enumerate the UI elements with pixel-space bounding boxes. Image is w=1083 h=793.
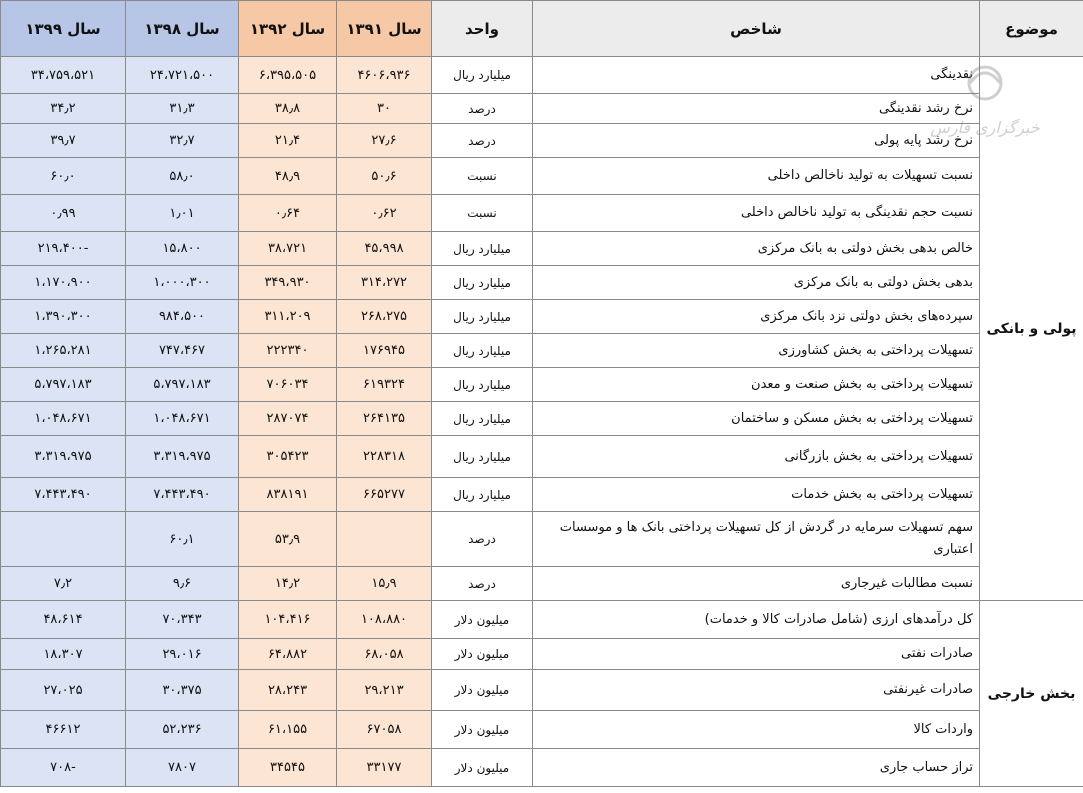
value-1391-cell: ۶۶۵۲۷۷ bbox=[337, 478, 432, 512]
table-row bbox=[1, 94, 1083, 124]
value-1398-cell: ۷۴۷،۴۶۷ bbox=[126, 334, 239, 368]
value-1398-cell: ۱،۰۰۰،۳۰۰ bbox=[126, 266, 239, 300]
value-1392-cell: ۳۴۹،۹۳۰ bbox=[239, 266, 337, 300]
table-row bbox=[1, 711, 1083, 749]
value-1398-cell: ۲۹،۰۱۶ bbox=[126, 639, 239, 670]
value-1392-cell: ۳۸،۷۲۱ bbox=[239, 232, 337, 266]
value-1391-cell: ۶۷۰۵۸ bbox=[337, 711, 432, 749]
watermark-text: خبرگزاری فارس bbox=[930, 118, 1040, 137]
indicator-cell: نسبت حجم نقدینگی به تولید ناخالص داخلی bbox=[533, 195, 980, 232]
indicator-cell: نقدینگی bbox=[533, 57, 980, 94]
value-1399-cell: ۶۰٫۰ bbox=[1, 158, 126, 195]
value-1399-cell bbox=[1, 512, 126, 567]
value-1398-cell: ۳۲٫۷ bbox=[126, 124, 239, 158]
value-1392-cell: ۲۸۷۰۷۴ bbox=[239, 402, 337, 436]
value-1398-cell: ۹٫۶ bbox=[126, 567, 239, 601]
table-row bbox=[1, 368, 1083, 402]
value-1399-cell: ۴۶۶۱۲ bbox=[1, 711, 126, 749]
unit-cell: میلیارد ریال bbox=[432, 478, 533, 512]
value-1392-cell: ۲۸،۲۴۳ bbox=[239, 670, 337, 711]
unit-cell: میلیارد ریال bbox=[432, 334, 533, 368]
indicator-cell: خالص بدهی بخش دولتی به بانک مرکزی bbox=[533, 232, 980, 266]
table-row bbox=[1, 57, 1083, 94]
value-1392-cell: ۲۲۲۳۴۰ bbox=[239, 334, 337, 368]
value-1392-cell: ۷۰۶۰۳۴ bbox=[239, 368, 337, 402]
unit-cell: درصد bbox=[432, 512, 533, 567]
indicator-cell: واردات کالا bbox=[533, 711, 980, 749]
value-1391-cell: ۱۵٫۹ bbox=[337, 567, 432, 601]
value-1399-cell: ۷،۴۴۳،۴۹۰ bbox=[1, 478, 126, 512]
value-1399-cell: ۲۷،۰۲۵ bbox=[1, 670, 126, 711]
table-row bbox=[1, 402, 1083, 436]
value-1398-cell: ۵۸٫۰ bbox=[126, 158, 239, 195]
unit-cell: میلیارد ریال bbox=[432, 402, 533, 436]
unit-cell: نسبت bbox=[432, 195, 533, 232]
table-row bbox=[1, 478, 1083, 512]
table-row bbox=[1, 334, 1083, 368]
value-1399-cell: ۴۸،۶۱۴ bbox=[1, 601, 126, 639]
unit-cell: میلیارد ریال bbox=[432, 266, 533, 300]
unit-cell: میلیارد ریال bbox=[432, 232, 533, 266]
indicator-cell: نرخ رشد پایه پولی bbox=[533, 124, 980, 158]
header-unit: واحد bbox=[432, 1, 533, 57]
value-1398-cell: ۵،۷۹۷،۱۸۳ bbox=[126, 368, 239, 402]
unit-cell: درصد bbox=[432, 124, 533, 158]
value-1391-cell: ۳۳۱۷۷ bbox=[337, 749, 432, 787]
value-1399-cell: ۷٫۲ bbox=[1, 567, 126, 601]
value-1392-cell: ۶۴،۸۸۲ bbox=[239, 639, 337, 670]
value-1392-cell: ۶۱،۱۵۵ bbox=[239, 711, 337, 749]
table-row bbox=[1, 670, 1083, 711]
value-1399-cell: ۱۸،۳۰۷ bbox=[1, 639, 126, 670]
value-1391-cell: ۱۰۸،۸۸۰ bbox=[337, 601, 432, 639]
value-1391-cell: ۱۷۶۹۴۵ bbox=[337, 334, 432, 368]
indicator-cell: تسهیلات پرداختی به بخش مسکن و ساختمان bbox=[533, 402, 980, 436]
indicator-cell: صادرات نفتی bbox=[533, 639, 980, 670]
value-1392-cell: ۳۸٫۸ bbox=[239, 94, 337, 124]
header-year-1391: سال ۱۳۹۱ bbox=[337, 1, 432, 57]
table-row bbox=[1, 601, 1083, 639]
value-1391-cell: ۶۱۹۳۲۴ bbox=[337, 368, 432, 402]
value-1391-cell: ۶۸،۰۵۸ bbox=[337, 639, 432, 670]
value-1398-cell: ۱۵،۸۰۰ bbox=[126, 232, 239, 266]
table-row bbox=[1, 266, 1083, 300]
value-1398-cell: ۷۰،۳۴۳ bbox=[126, 601, 239, 639]
value-1398-cell: ۶۰٫۱ bbox=[126, 512, 239, 567]
header-year-1398: سال ۱۳۹۸ bbox=[126, 1, 239, 57]
value-1398-cell: ۷۸۰۷ bbox=[126, 749, 239, 787]
header-indicator: شاخص bbox=[533, 1, 980, 57]
unit-cell: میلیون دلار bbox=[432, 670, 533, 711]
value-1391-cell: ۲۶۸،۲۷۵ bbox=[337, 300, 432, 334]
value-1392-cell: ۶،۳۹۵،۵۰۵ bbox=[239, 57, 337, 94]
table-row bbox=[1, 195, 1083, 232]
indicator-cell: کل درآمدهای ارزی (شامل صادرات کالا و خدمات) bbox=[533, 601, 980, 639]
value-1399-cell: ۱،۳۹۰،۳۰۰ bbox=[1, 300, 126, 334]
unit-cell: میلیارد ریال bbox=[432, 368, 533, 402]
value-1392-cell: ۸۳۸۱۹۱ bbox=[239, 478, 337, 512]
value-1399-cell: ۵،۷۹۷،۱۸۳ bbox=[1, 368, 126, 402]
value-1399-cell: ۱،۲۶۵،۲۸۱ bbox=[1, 334, 126, 368]
indicator-cell: نسبت تسهیلات به تولید ناخالص داخلی bbox=[533, 158, 980, 195]
value-1392-cell: ۲۱٫۴ bbox=[239, 124, 337, 158]
indicator-cell: بدهی بخش دولتی به بانک مرکزی bbox=[533, 266, 980, 300]
header-year-1399: سال ۱۳۹۹ bbox=[1, 1, 126, 57]
value-1399-cell: ۱،۱۷۰،۹۰۰ bbox=[1, 266, 126, 300]
value-1392-cell: ۳۴۵۴۵ bbox=[239, 749, 337, 787]
unit-cell: نسبت bbox=[432, 158, 533, 195]
table-row bbox=[1, 158, 1083, 195]
table-row bbox=[1, 300, 1083, 334]
indicator-cell: تسهیلات پرداختی به بخش صنعت و معدن bbox=[533, 368, 980, 402]
value-1392-cell: ۵۳٫۹ bbox=[239, 512, 337, 567]
table-row bbox=[1, 639, 1083, 670]
value-1391-cell: ۲۲۸۳۱۸ bbox=[337, 436, 432, 478]
value-1398-cell: ۹۸۴،۵۰۰ bbox=[126, 300, 239, 334]
value-1391-cell: ۳۱۴،۲۷۲ bbox=[337, 266, 432, 300]
indicator-cell: صادرات غیرنفتی bbox=[533, 670, 980, 711]
value-1391-cell: ۲۶۴۱۳۵ bbox=[337, 402, 432, 436]
value-1399-cell: ۱،۰۴۸،۶۷۱ bbox=[1, 402, 126, 436]
table-row bbox=[1, 749, 1083, 787]
unit-cell: درصد bbox=[432, 567, 533, 601]
value-1399-cell: -۲۱۹،۴۰۰ bbox=[1, 232, 126, 266]
indicator-cell: تراز حساب جاری bbox=[533, 749, 980, 787]
topic-cell: پولی و بانکی bbox=[980, 57, 1083, 601]
unit-cell: میلیارد ریال bbox=[432, 57, 533, 94]
value-1398-cell: ۳۰،۳۷۵ bbox=[126, 670, 239, 711]
value-1391-cell: ۰٫۶۲ bbox=[337, 195, 432, 232]
table-row bbox=[1, 124, 1083, 158]
value-1399-cell: ۳۴٫۲ bbox=[1, 94, 126, 124]
value-1399-cell: -۷۰۸ bbox=[1, 749, 126, 787]
header-row bbox=[1, 1, 1083, 57]
header-year-1392: سال ۱۳۹۲ bbox=[239, 1, 337, 57]
value-1391-cell: ۴۶۰۶،۹۳۶ bbox=[337, 57, 432, 94]
value-1391-cell: ۴۵،۹۹۸ bbox=[337, 232, 432, 266]
indicator-cell: سهم تسهیلات سرمایه در گردش از کل تسهیلات پرداختی بانک ها و موسسات اعتباری bbox=[533, 512, 980, 567]
unit-cell: میلیون دلار bbox=[432, 749, 533, 787]
value-1398-cell: ۳۱٫۳ bbox=[126, 94, 239, 124]
unit-cell: میلیارد ریال bbox=[432, 436, 533, 478]
value-1398-cell: ۵۲،۲۳۶ bbox=[126, 711, 239, 749]
table-row bbox=[1, 567, 1083, 601]
table-row bbox=[1, 232, 1083, 266]
value-1392-cell: ۱۴٫۲ bbox=[239, 567, 337, 601]
value-1398-cell: ۷،۴۴۳،۴۹۰ bbox=[126, 478, 239, 512]
value-1391-cell: ۲۹،۲۱۳ bbox=[337, 670, 432, 711]
indicator-cell: تسهیلات پرداختی به بخش کشاورزی bbox=[533, 334, 980, 368]
value-1392-cell: ۰٫۶۴ bbox=[239, 195, 337, 232]
table-row bbox=[1, 436, 1083, 478]
unit-cell: میلیارد ریال bbox=[432, 300, 533, 334]
value-1398-cell: ۳،۳۱۹،۹۷۵ bbox=[126, 436, 239, 478]
header-topic: موضوع bbox=[980, 1, 1083, 57]
value-1391-cell: ۲۷٫۶ bbox=[337, 124, 432, 158]
value-1398-cell: ۱٫۰۱ bbox=[126, 195, 239, 232]
value-1398-cell: ۱،۰۴۸،۶۷۱ bbox=[126, 402, 239, 436]
value-1392-cell: ۳۱۱،۲۰۹ bbox=[239, 300, 337, 334]
indicator-cell: نرخ رشد نقدینگی bbox=[533, 94, 980, 124]
value-1391-cell: ۵۰٫۶ bbox=[337, 158, 432, 195]
value-1399-cell: ۳۹٫۷ bbox=[1, 124, 126, 158]
unit-cell: میلیون دلار bbox=[432, 601, 533, 639]
indicator-cell: تسهیلات پرداختی به بخش بازرگانی bbox=[533, 436, 980, 478]
value-1392-cell: ۴۸٫۹ bbox=[239, 158, 337, 195]
value-1391-cell bbox=[337, 512, 432, 567]
indicator-cell: نسبت مطالبات غیرجاری bbox=[533, 567, 980, 601]
unit-cell: درصد bbox=[432, 94, 533, 124]
indicator-cell: تسهیلات پرداختی به بخش خدمات bbox=[533, 478, 980, 512]
indicator-cell: سپرده‌های بخش دولتی نزد بانک مرکزی bbox=[533, 300, 980, 334]
value-1399-cell: ۳۴،۷۵۹،۵۲۱ bbox=[1, 57, 126, 94]
value-1391-cell: ۳۰ bbox=[337, 94, 432, 124]
value-1398-cell: ۲۴،۷۲۱،۵۰۰ bbox=[126, 57, 239, 94]
unit-cell: میلیون دلار bbox=[432, 639, 533, 670]
unit-cell: میلیون دلار bbox=[432, 711, 533, 749]
value-1399-cell: ۳،۳۱۹،۹۷۵ bbox=[1, 436, 126, 478]
value-1399-cell: ۰٫۹۹ bbox=[1, 195, 126, 232]
table-row bbox=[1, 512, 1083, 567]
value-1392-cell: ۱۰۴،۴۱۶ bbox=[239, 601, 337, 639]
value-1392-cell: ۳۰۵۴۲۳ bbox=[239, 436, 337, 478]
topic-cell: بخش خارجی bbox=[980, 601, 1083, 787]
